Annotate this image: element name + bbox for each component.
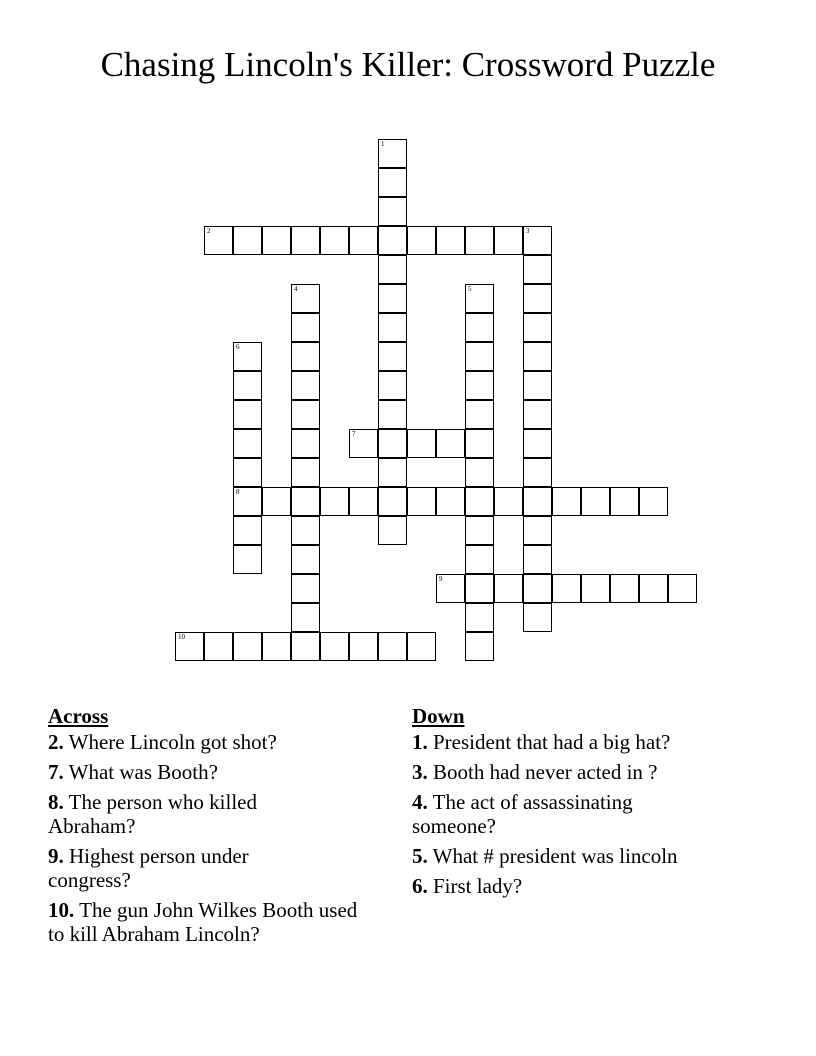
grid-cell[interactable] [349,226,378,255]
grid-cell[interactable] [378,313,407,342]
clue-number: 9. [48,844,64,868]
cell-number: 8 [236,488,240,496]
down-clue [412,844,772,868]
grid-cell[interactable] [436,429,465,458]
grid-cell[interactable] [523,603,552,632]
clue-text: President that had a big hat? [427,730,671,754]
grid-cell[interactable] [175,632,204,661]
grid-cell[interactable] [523,255,552,284]
grid-cell[interactable] [494,574,523,603]
cell-number: 5 [468,285,472,293]
grid-cell[interactable] [233,458,262,487]
grid-cell[interactable] [291,371,320,400]
grid-cell[interactable] [407,429,436,458]
cell-number: 4 [294,285,298,293]
down-clues [412,703,772,904]
grid-cell[interactable] [378,429,407,458]
grid-cell[interactable] [610,487,639,516]
grid-cell[interactable] [233,516,262,545]
grid-cell[interactable] [204,226,233,255]
grid-cell[interactable] [291,458,320,487]
grid-cell[interactable] [494,226,523,255]
clue-text: Highest person under congress? [48,844,249,892]
grid-cell[interactable] [465,226,494,255]
grid-cell[interactable] [465,516,494,545]
grid-cell[interactable] [291,342,320,371]
clue-text: Booth had never acted in ? [427,760,658,784]
grid-cell[interactable] [523,284,552,313]
grid-cell[interactable] [407,226,436,255]
grid-cell[interactable] [378,458,407,487]
grid-cell[interactable] [291,400,320,429]
down-clue [412,760,772,784]
grid-cell[interactable] [233,226,262,255]
grid-cell[interactable] [378,516,407,545]
grid-cell[interactable] [378,487,407,516]
cell-number: 1 [381,140,385,148]
grid-cell[interactable] [378,400,407,429]
grid-cell[interactable] [639,487,668,516]
grid-cell[interactable] [320,487,349,516]
grid-cell[interactable] [465,487,494,516]
grid-cell[interactable] [378,139,407,168]
grid-cell[interactable] [291,313,320,342]
grid-cell[interactable] [291,487,320,516]
grid-cell[interactable] [639,574,668,603]
grid-cell[interactable] [378,226,407,255]
grid-cell[interactable] [523,342,552,371]
grid-cell[interactable] [523,574,552,603]
grid-cell[interactable] [233,400,262,429]
grid-cell[interactable] [320,226,349,255]
grid-cell[interactable] [349,487,378,516]
grid-cell[interactable] [552,487,581,516]
grid-cell[interactable] [291,516,320,545]
grid-cell[interactable] [668,574,697,603]
clue-text: First lady? [427,874,523,898]
down-clue [412,730,772,754]
grid-cell[interactable] [378,342,407,371]
grid-cell[interactable] [436,574,465,603]
grid-cell[interactable] [349,429,378,458]
grid-cell[interactable] [523,226,552,255]
clue-number: 2. [48,730,64,754]
grid-cell[interactable] [552,574,581,603]
grid-cell[interactable] [465,545,494,574]
clue-text: What was Booth? [63,760,218,784]
puzzle-title: Chasing Lincoln's Killer: Crossword Puzzle [100,45,716,84]
grid-cell[interactable] [436,487,465,516]
grid-cell[interactable] [204,632,233,661]
grid-cell[interactable] [523,458,552,487]
across-heading: Across [48,704,109,728]
grid-cell[interactable] [523,313,552,342]
grid-cell[interactable] [581,574,610,603]
grid-cell[interactable] [233,429,262,458]
grid-cell[interactable] [291,226,320,255]
grid-cell[interactable] [320,632,349,661]
grid-cell[interactable] [291,284,320,313]
grid-cell[interactable] [523,400,552,429]
cell-number: 9 [439,575,443,583]
grid-cell[interactable] [233,342,262,371]
grid-cell[interactable] [291,429,320,458]
grid-cell[interactable] [610,574,639,603]
grid-cell[interactable] [378,197,407,226]
cell-number: 6 [236,343,240,351]
grid-cell[interactable] [465,342,494,371]
grid-cell[interactable] [465,400,494,429]
grid-cell[interactable] [233,632,262,661]
grid-cell[interactable] [233,371,262,400]
grid-cell[interactable] [262,226,291,255]
grid-cell[interactable] [523,545,552,574]
grid-cell[interactable] [523,429,552,458]
clue-text: The act of assassinating someone? [412,790,633,838]
grid-cell[interactable] [291,545,320,574]
grid-cell[interactable] [291,632,320,661]
clue-text: The gun John Wilkes Booth used to kill Abraham Lincoln? [48,898,358,946]
cell-number: 2 [207,227,211,235]
cell-number: 3 [526,227,530,235]
across-clue [48,898,378,946]
across-clue [48,790,318,838]
grid-cell[interactable] [465,371,494,400]
grid-cell[interactable] [233,545,262,574]
clue-number: 6. [412,874,428,898]
grid-cell[interactable] [465,429,494,458]
clue-number: 4. [412,790,428,814]
grid-cell[interactable] [407,632,436,661]
grid-cell[interactable] [262,487,291,516]
grid-cell[interactable] [407,487,436,516]
across-clues [48,703,388,952]
clue-text: What # president was lincoln [427,844,678,868]
grid-cell[interactable] [291,574,320,603]
grid-cell[interactable] [378,168,407,197]
grid-cell[interactable] [291,603,320,632]
clue-number: 8. [48,790,64,814]
grid-cell[interactable] [465,632,494,661]
grid-cell[interactable] [465,574,494,603]
grid-cell[interactable] [349,632,378,661]
clue-text: The person who killed Abraham? [48,790,257,838]
cell-number: 10 [178,633,185,641]
grid-cell[interactable] [378,632,407,661]
across-clue [48,760,388,784]
clue-number: 10. [48,898,75,922]
grid-cell[interactable] [494,487,523,516]
clue-number: 1. [412,730,428,754]
down-heading: Down [412,704,465,728]
cell-number: 7 [352,430,356,438]
grid-cell[interactable] [523,371,552,400]
grid-cell[interactable] [465,458,494,487]
across-clue [48,730,388,754]
grid-cell[interactable] [581,487,610,516]
down-clue [412,790,692,838]
clue-text: Where Lincoln got shot? [63,730,277,754]
down-clue [412,874,772,898]
grid-cell[interactable] [465,603,494,632]
clue-number: 3. [412,760,428,784]
grid-cell[interactable] [523,487,552,516]
grid-cell[interactable] [233,487,262,516]
grid-cell[interactable] [262,632,291,661]
clue-number: 5. [412,844,428,868]
grid-cell[interactable] [378,371,407,400]
grid-cell[interactable] [465,284,494,313]
grid-cell[interactable] [436,226,465,255]
grid-cell[interactable] [523,516,552,545]
across-clue [48,844,318,892]
grid-cell[interactable] [465,313,494,342]
grid-cell[interactable] [378,284,407,313]
grid-cell[interactable] [378,255,407,284]
clue-number: 7. [48,760,64,784]
